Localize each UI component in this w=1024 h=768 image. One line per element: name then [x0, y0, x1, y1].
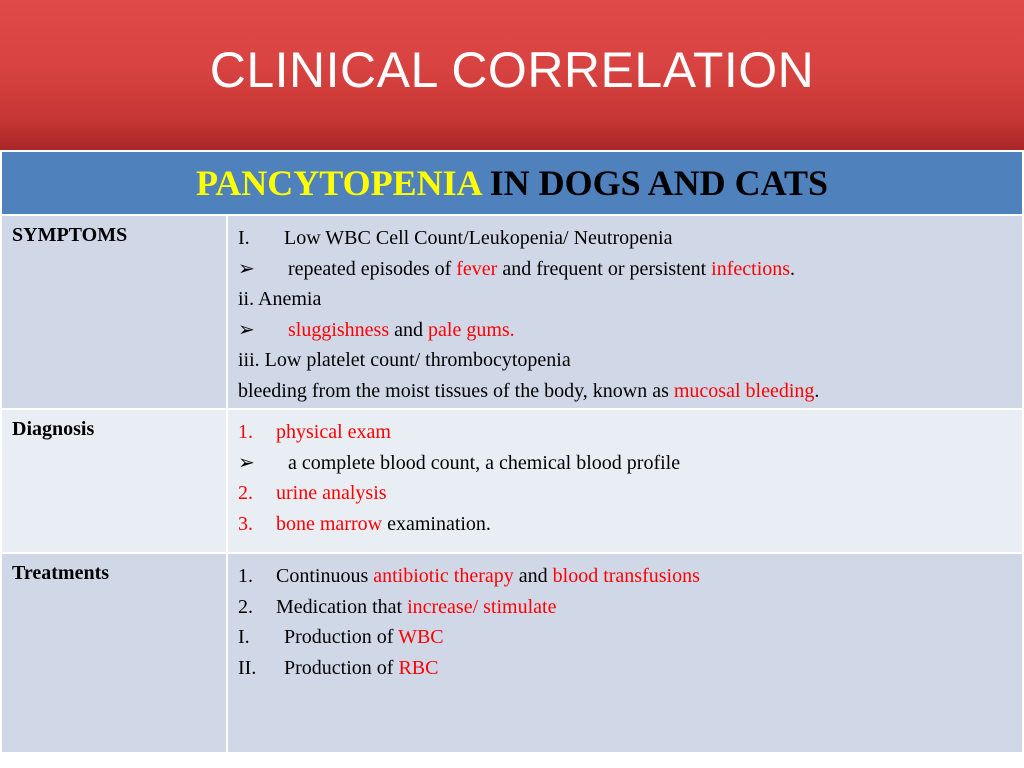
text-highlight: fever	[456, 257, 498, 280]
list-marker: I.	[238, 227, 250, 249]
treatments-content	[227, 553, 1023, 753]
text-highlight: mucosal bleeding	[673, 379, 815, 402]
text-fragment: and	[389, 318, 429, 341]
text-fragment: and frequent or persistent	[497, 257, 712, 280]
row-label-treatments: Treatments	[1, 553, 227, 753]
list-marker: 1.	[238, 421, 253, 443]
symptoms-content	[227, 215, 1023, 409]
diagnosis-line-3	[238, 478, 1012, 509]
text-fragment: Production of	[284, 656, 399, 679]
symptom-line-4	[238, 315, 1012, 346]
arrow-bullet-icon: ➢	[238, 318, 255, 341]
text-highlight: RBC	[398, 656, 439, 679]
symptom-line-6	[238, 376, 1012, 407]
pancytopenia-table	[0, 150, 1024, 754]
text-highlight: infections	[711, 257, 791, 280]
table-row-diagnosis	[1, 409, 1023, 553]
text-fragment: examination.	[382, 512, 491, 535]
list-marker: 3.	[238, 512, 253, 535]
text-fragment: and	[513, 565, 553, 587]
diagnosis-line-1	[238, 417, 1012, 448]
diagnosis-text: physical exam	[276, 421, 391, 443]
text-fragment: repeated episodes of	[288, 257, 457, 280]
row-label-diagnosis: Diagnosis	[1, 409, 227, 553]
list-marker: I.	[238, 626, 250, 648]
symptom-line-5: iii. Low platelet count/ thrombocytopenia	[238, 349, 571, 371]
header-rest: IN DOGS AND CATS	[489, 163, 829, 203]
text-fragment: .	[790, 257, 796, 280]
diagnosis-line-4	[238, 509, 1012, 540]
table-header	[1, 151, 1023, 215]
text-highlight: increase/ stimulate	[407, 595, 557, 618]
diagnosis-line-2	[238, 448, 1012, 479]
list-marker: II.	[238, 656, 257, 679]
title-banner	[0, 0, 1024, 150]
slide-title: CLINICAL CORRELATION	[209, 42, 815, 98]
text-highlight: WBC	[398, 626, 444, 648]
text-fragment: Continuous	[276, 565, 374, 587]
text-highlight: sluggishness	[288, 318, 390, 341]
text-highlight: bone marrow	[276, 512, 383, 535]
text-fragment: bleeding from the moist tissues of the body, known as	[238, 379, 674, 402]
treatment-line-1	[238, 561, 1012, 592]
list-marker: 2.	[238, 482, 253, 504]
text-highlight: pale gums.	[428, 318, 515, 341]
symptom-line-1	[238, 223, 1012, 254]
treatment-line-3	[238, 622, 1012, 653]
treatment-line-2	[238, 592, 1012, 623]
text-highlight: antibiotic therapy	[373, 565, 514, 587]
treatment-line-4	[238, 653, 1012, 684]
row-label-symptoms: SYMPTOMS	[1, 215, 227, 409]
symptom-line-3: ii. Anemia	[238, 288, 322, 310]
text-highlight: blood transfusions	[552, 565, 700, 587]
text-fragment: Production of	[284, 626, 399, 648]
diagnosis-text: urine analysis	[276, 482, 387, 504]
arrow-bullet-icon: ➢	[238, 257, 255, 280]
diagnosis-text: a complete blood count, a chemical blood profile	[288, 451, 681, 474]
diagnosis-content	[227, 409, 1023, 553]
text-fragment: Medication that	[276, 595, 408, 618]
table-row-symptoms	[1, 215, 1023, 409]
list-marker: 1.	[238, 565, 253, 587]
text-fragment: .	[814, 379, 820, 402]
symptom-text: Low WBC Cell Count/Leukopenia/ Neutropenia	[284, 227, 673, 249]
arrow-bullet-icon: ➢	[238, 451, 255, 474]
table-row-treatments	[1, 553, 1023, 753]
header-highlight: PANCYTOPENIA	[195, 163, 481, 203]
symptom-line-2	[238, 254, 1012, 285]
list-marker: 2.	[238, 595, 253, 618]
